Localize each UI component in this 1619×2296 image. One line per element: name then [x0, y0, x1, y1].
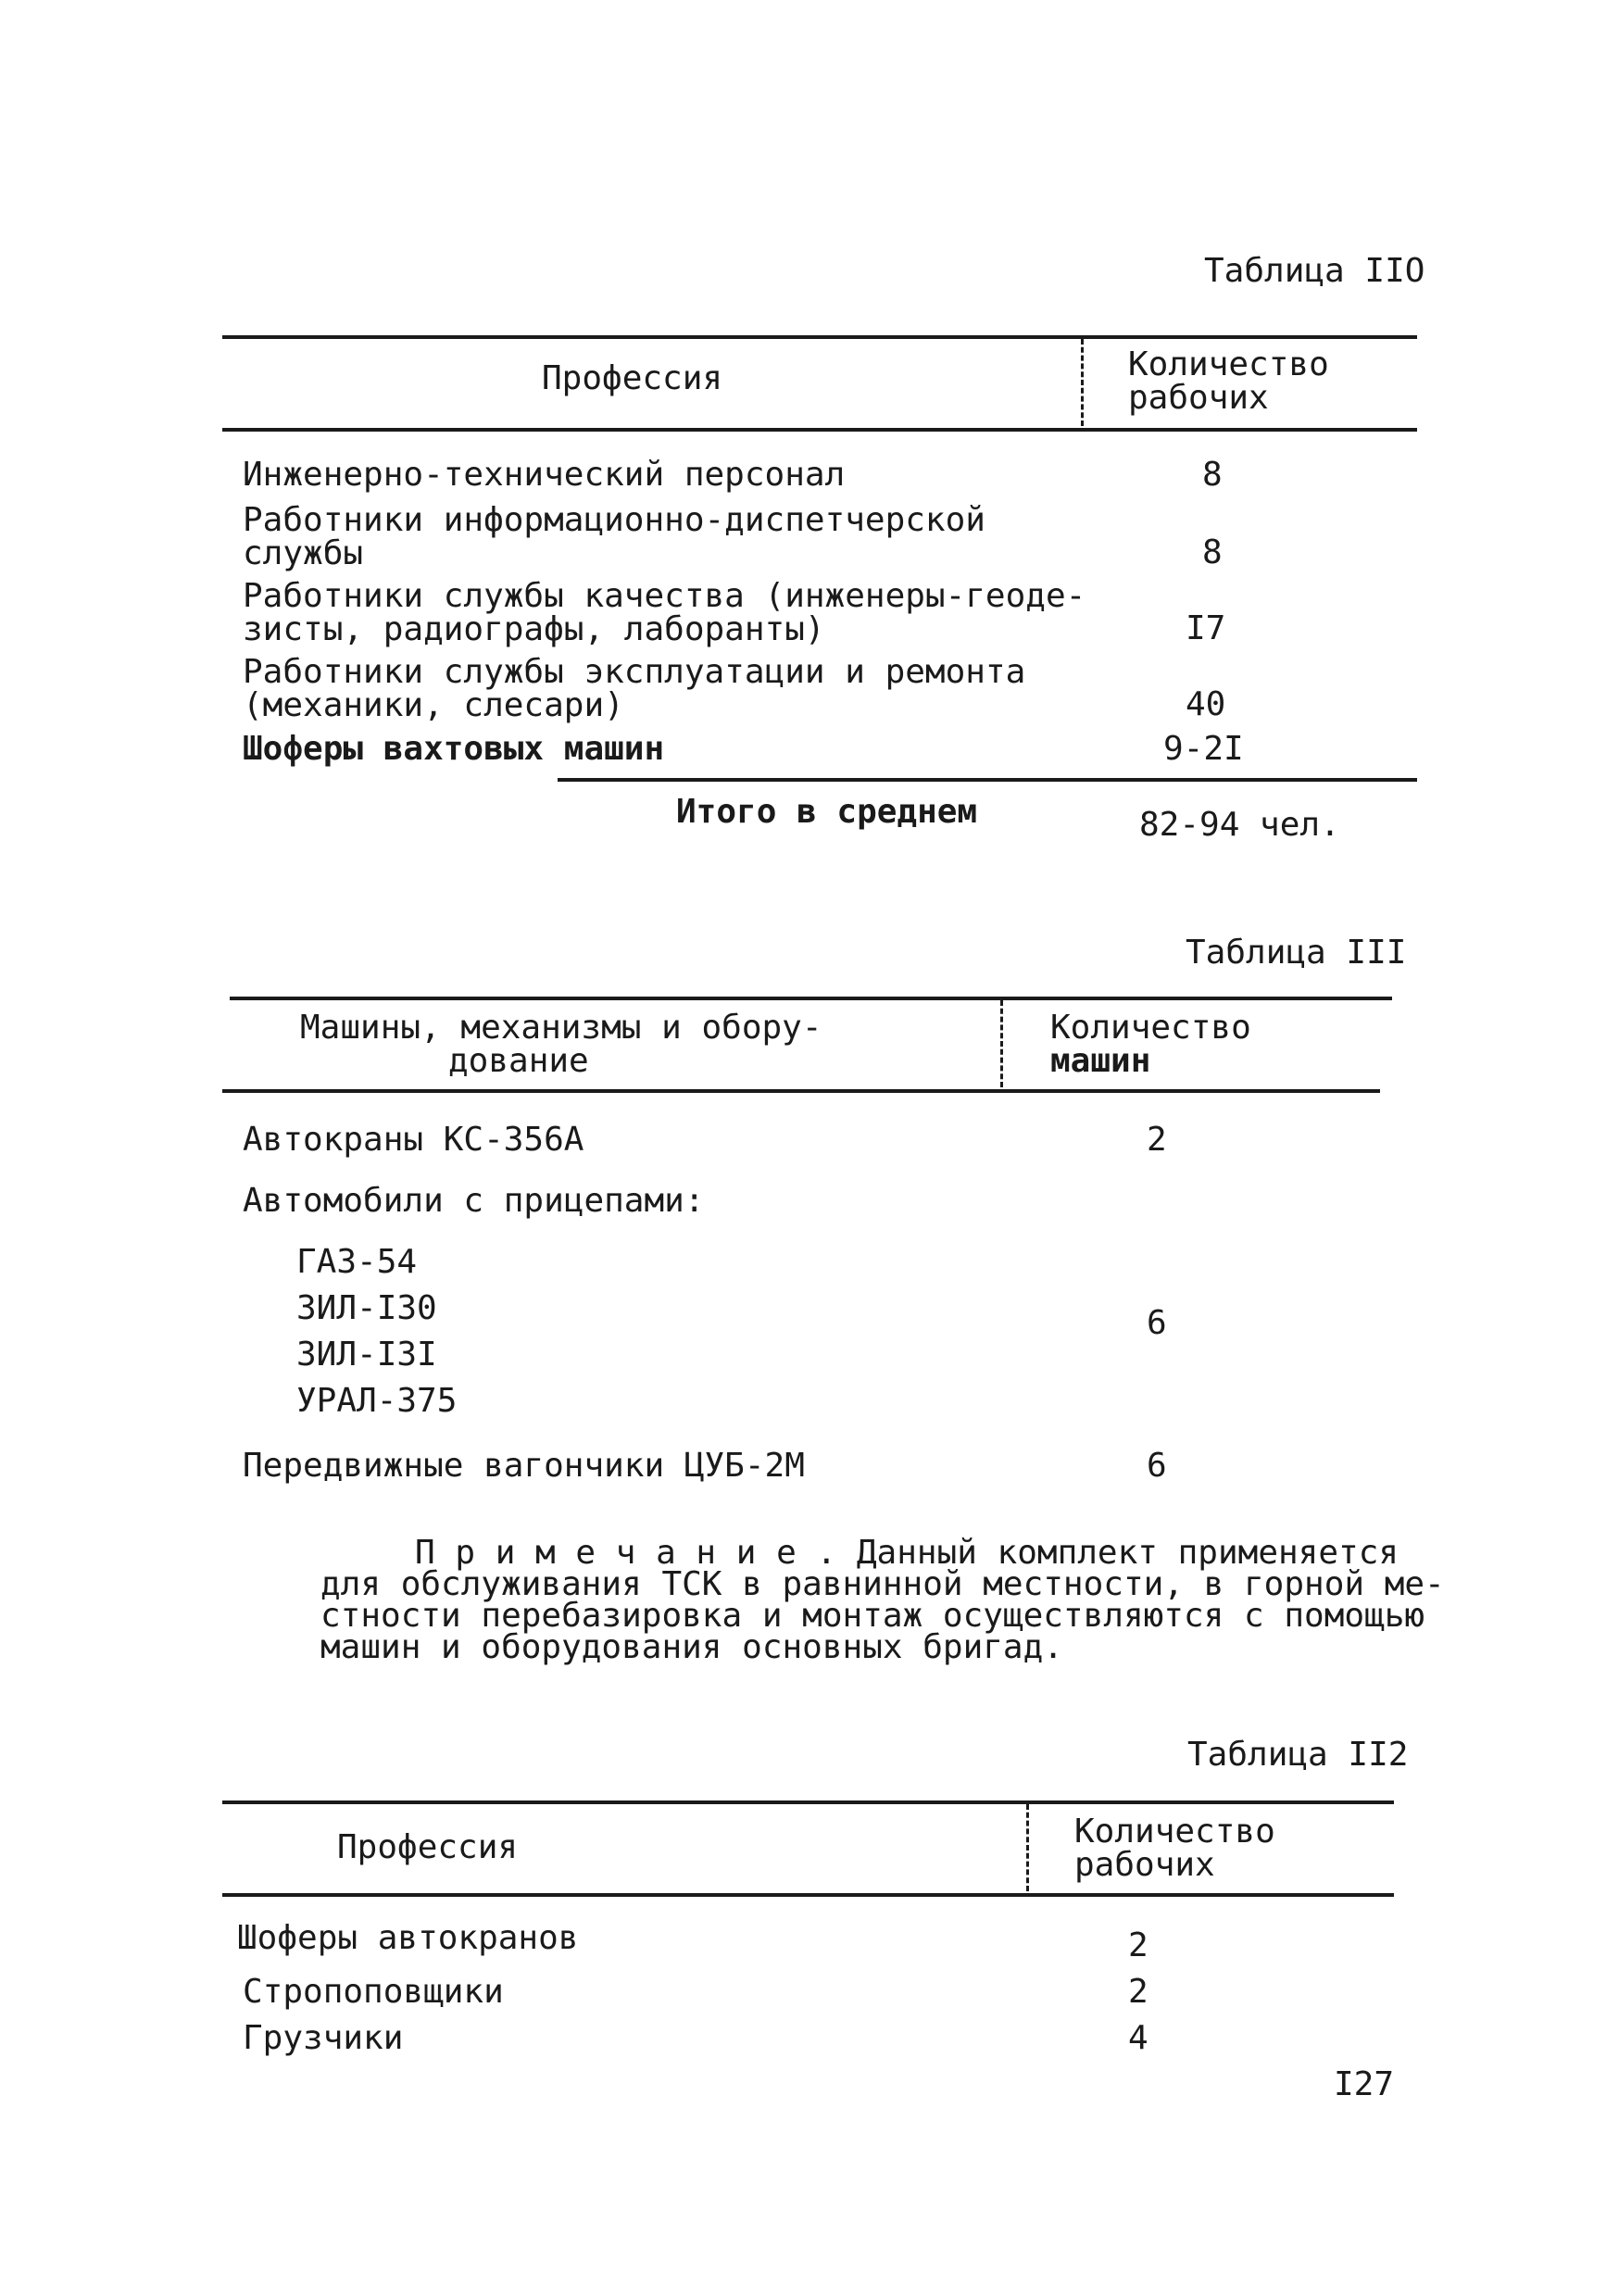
- table110-header-divider: [1081, 339, 1084, 426]
- table110-caption: Таблица IIO: [1204, 252, 1425, 290]
- table111-row-1-value: 2: [1147, 1121, 1167, 1159]
- note-line-1: П р и м е ч а н и е . Данный комплект применяется: [415, 1534, 1399, 1572]
- table110-row-3-label: Работники службы качества (инженеры-геоде- зисты, радиографы, лаборанты): [243, 577, 1086, 648]
- page-number: I27: [1334, 2065, 1395, 2103]
- table112-header-col1: Профессия: [337, 1828, 519, 1866]
- table112-header-rule: [222, 1893, 1394, 1897]
- table111-row-3-value: 6: [1147, 1447, 1167, 1485]
- table112-row-3-value: 4: [1128, 2019, 1148, 2057]
- note-line-3: стности перебазировка и монтаж осуществляются с помощью: [320, 1597, 1425, 1635]
- table110-row-1-label: Инженерно-технический персонал: [243, 456, 846, 494]
- table110-row-5-label: Шоферы вахтовых машин: [243, 730, 665, 768]
- table111-vehicle-4: УРАЛ-375: [296, 1382, 458, 1420]
- note-line-2: для обслуживания ТСК в равнинной местности, в горной ме-: [320, 1565, 1445, 1603]
- table111-vehicle-1: ГАЗ-54: [296, 1243, 418, 1281]
- table110-top-rule: [222, 335, 1417, 339]
- table111-row-3-label: Передвижные вагончики ЦУБ-2М: [243, 1447, 805, 1485]
- table111-row-2-label: Автомобили с прицепами:: [243, 1182, 705, 1220]
- table110-row-3-value: I7: [1186, 609, 1226, 647]
- table111-row-1-label: Автокраны КС-356А: [243, 1121, 584, 1159]
- table111-vehicle-2: ЗИЛ-I30: [296, 1289, 437, 1327]
- note-title: П р и м е ч а н и е .: [415, 1534, 837, 1572]
- table110-row-2-label: Работники информационно-диспетчерской службы: [243, 501, 985, 572]
- table110-header-col2: Количество рабочих: [1128, 345, 1329, 417]
- table112-top-rule: [222, 1800, 1394, 1804]
- table110-header-rule: [222, 428, 1417, 432]
- table112-row-2-label: Стропоповщики: [243, 1973, 504, 2011]
- table111-top-rule: [230, 997, 1392, 1000]
- table112-header-divider: [1026, 1804, 1029, 1891]
- table110-header-col1: Профессия: [542, 359, 723, 397]
- table110-total-rule: [558, 778, 1417, 782]
- table111-header-col1: Машины, механизмы и обору- дование: [300, 1009, 822, 1080]
- table111-vehicle-3: ЗИЛ-I3I: [296, 1336, 437, 1374]
- table110-row-1-value: 8: [1202, 456, 1223, 494]
- table112-row-3-label: Грузчики: [243, 2019, 404, 2057]
- note-line-4: машин и оборудования основных бригад.: [320, 1628, 1063, 1666]
- table112-caption: Таблица II2: [1187, 1736, 1409, 1774]
- table112-row-2-value: 2: [1128, 1973, 1148, 2011]
- table111-vehicles-value: 6: [1147, 1304, 1167, 1342]
- table110-row-4-label: Работники службы эксплуатации и ремонта (механики, слесари): [243, 653, 1026, 724]
- table111-header-divider: [1000, 1000, 1003, 1087]
- table112-row-1-value: 2: [1128, 1926, 1148, 1964]
- table110-row-4-value: 40: [1186, 685, 1226, 723]
- table110-total-label: Итого в среднем: [676, 793, 978, 831]
- table111-header-col2: Количество машин: [1050, 1009, 1251, 1080]
- table111-header-rule: [222, 1089, 1380, 1093]
- table112-header-col2: Количество рабочих: [1074, 1813, 1275, 1884]
- table111-caption: Таблица III: [1186, 934, 1407, 972]
- table110-row-2-value: 8: [1202, 533, 1223, 571]
- table110-total-value: 82-94 чел.: [1139, 806, 1340, 844]
- table112-row-1-label: Шоферы автокранов: [237, 1919, 579, 1957]
- table110-row-5-value: 9-2I: [1163, 730, 1244, 768]
